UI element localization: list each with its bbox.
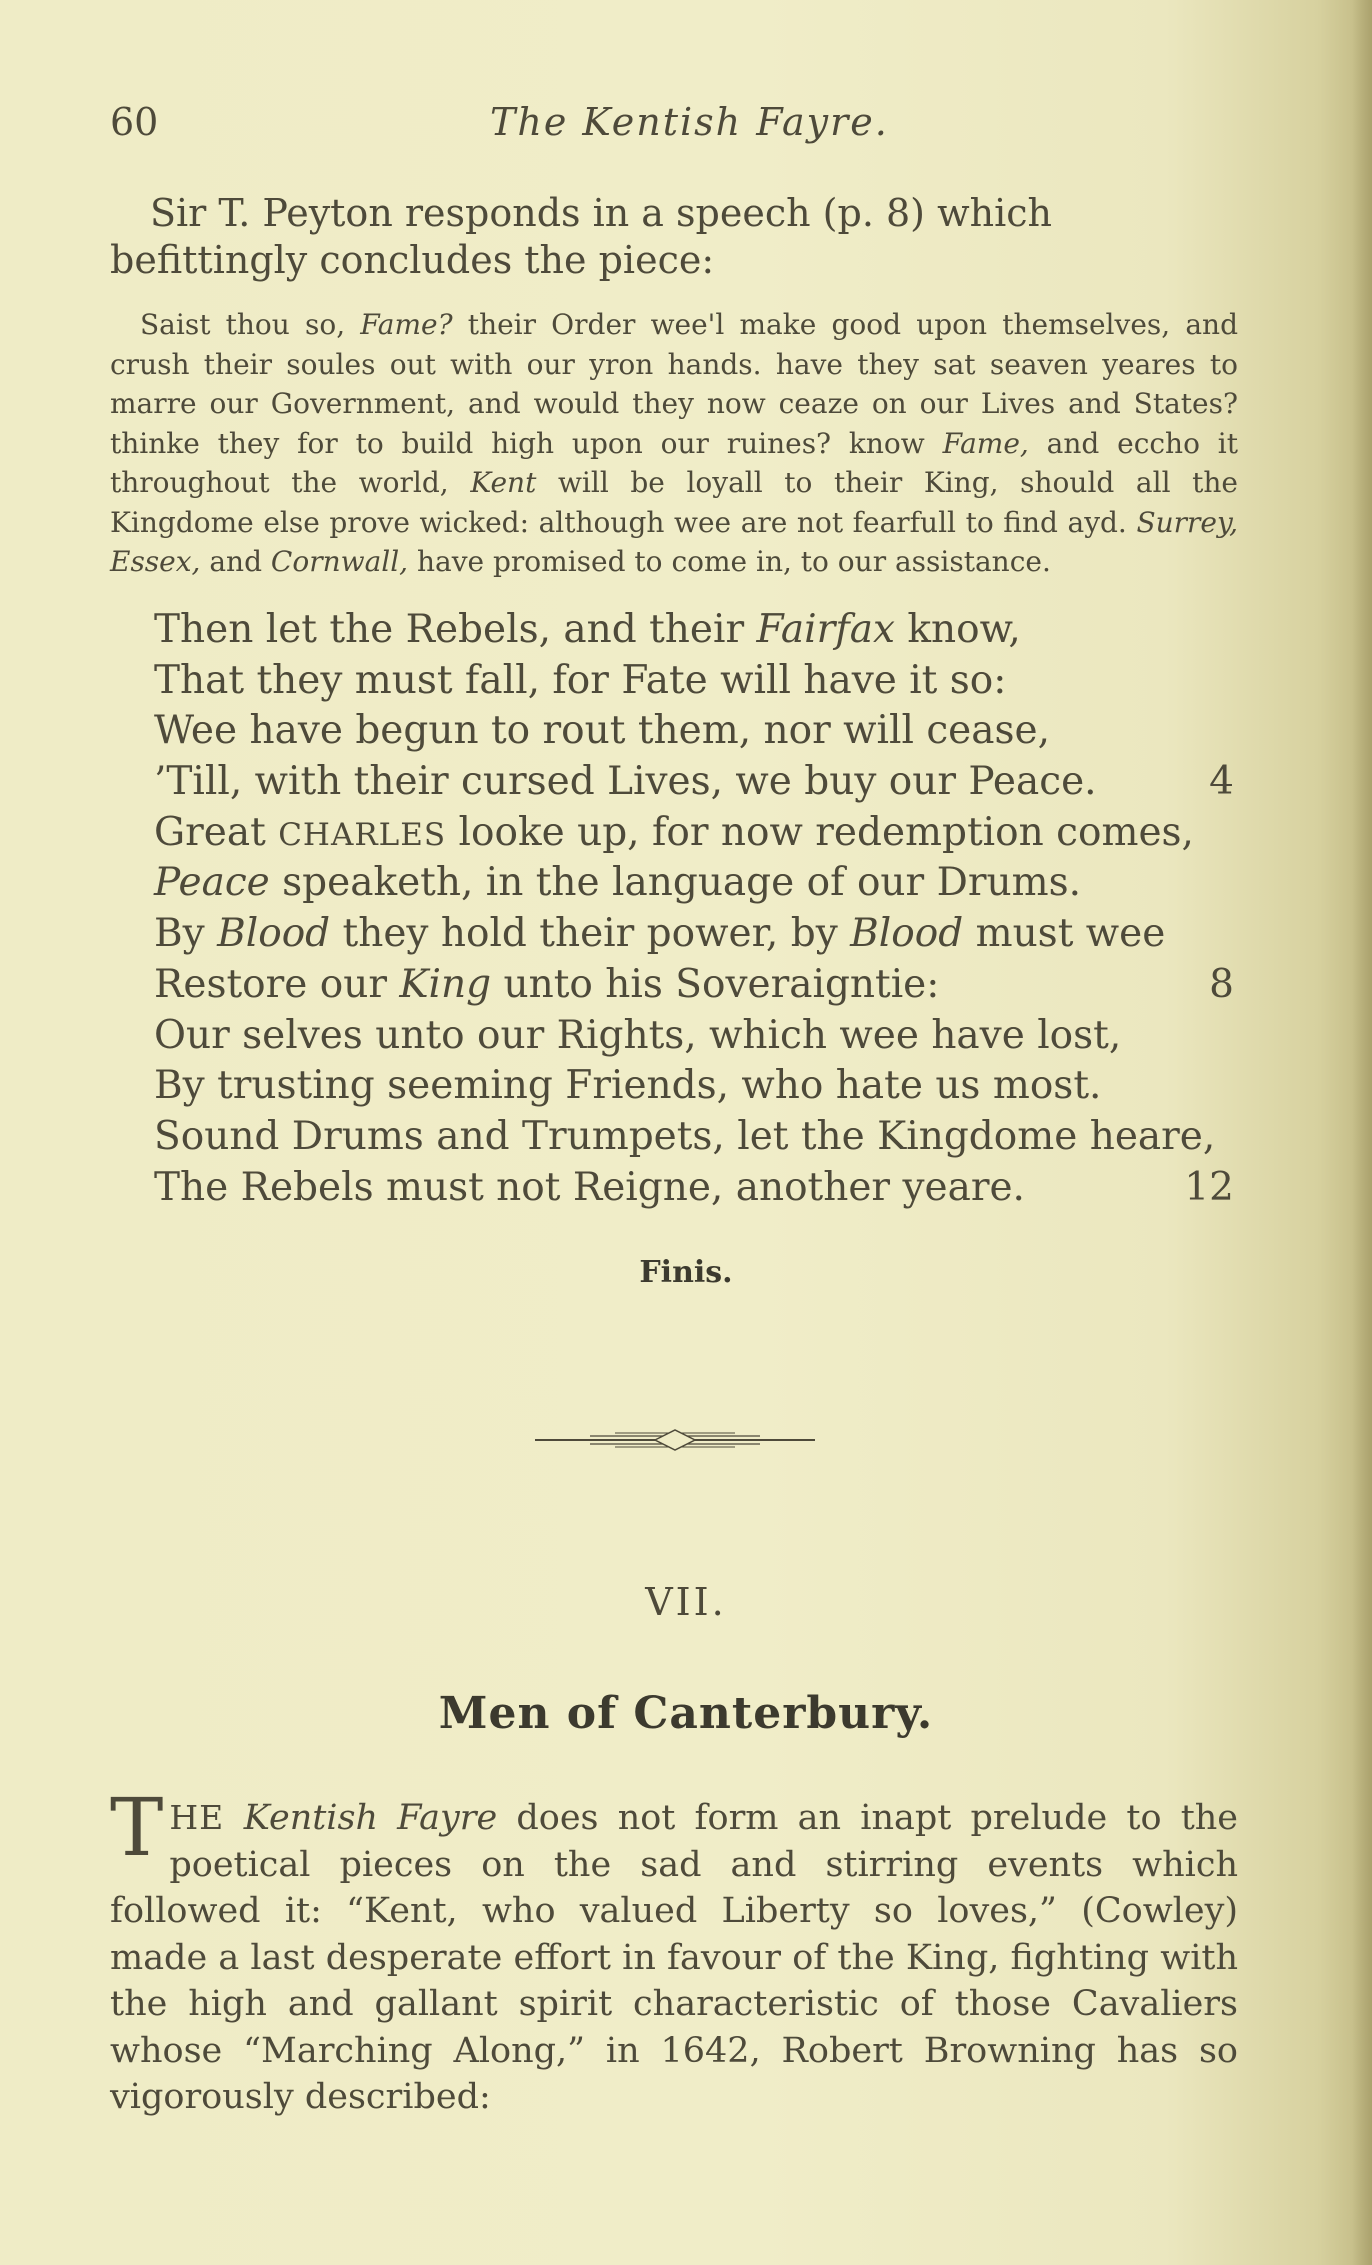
quote-italic: Fame?: [360, 308, 453, 341]
verse-text: looke up, for now redemption comes,: [446, 809, 1194, 855]
poem: [154, 605, 1234, 1213]
quote-text: have promised to come in, to our assistance.: [408, 545, 1051, 578]
verse-text: Wee have begun to rout them, nor will cease,: [154, 708, 1050, 754]
verse-text: The Rebels must not Reigne, another yeare.: [154, 1164, 1025, 1210]
verse-text: By: [154, 911, 218, 957]
poem-line: [154, 1061, 1234, 1112]
verse-text: By trusting seeming Friends, who hate us most.: [154, 1063, 1102, 1109]
line-number: 8: [1209, 961, 1234, 1007]
verse-italic: Peace: [154, 860, 270, 906]
verse-text: speaketh, in the language of our Drums.: [269, 860, 1081, 906]
verse-text: Great: [154, 809, 279, 855]
quote-text: Saist thou so,: [140, 308, 361, 341]
quote-text: and eccho it throughout the world,: [110, 426, 1238, 499]
poem-line: [154, 757, 1234, 808]
verse-small-caps: CHARLES: [278, 816, 447, 853]
quote-italic: Fame,: [942, 426, 1029, 460]
poem-line: [154, 1163, 1234, 1214]
section-title: Men of Canterbury.: [438, 1688, 934, 1739]
poem-line: [154, 706, 1234, 757]
verse-text: unto his Soveraigntie:: [491, 961, 940, 1007]
para-text: does not form an inapt prelude to the poetical pieces on the sad and stirring events which followed it: “Kent, who valued Liberty so loves,” (Cowley) made a last desperate effort in favour of the King, fighting with the high and gallant spirit characteristic of those Cavaliers whose “Marching Along,” in 1642, Robert Browning has so vigorously described:: [110, 1798, 1239, 2117]
verse-text: they hold their power, by: [330, 911, 851, 957]
ornamental-divider-icon: [535, 1425, 815, 1455]
page-edge-shadow: [1352, 0, 1372, 2265]
intro-paragraph: Sir T. Peyton responds in a speech (p. 8) which befittingly concludes the piece:: [110, 191, 1052, 282]
poem-line: [154, 656, 1234, 707]
poem-line: [154, 909, 1234, 960]
quoted-speech: [110, 305, 1238, 582]
section-number: VII.: [645, 1580, 727, 1624]
verse-italic: King: [399, 961, 492, 1007]
drop-cap: T: [110, 1781, 164, 1874]
line-number: 4: [1209, 759, 1234, 805]
poem-line: [154, 858, 1234, 909]
running-title: The Kentish Fayre.: [490, 100, 889, 144]
verse-italic: Blood: [850, 911, 964, 957]
verse-text: must wee: [963, 911, 1166, 957]
quote-italic: Surrey,: [1136, 505, 1238, 539]
verse-text: Then let the Rebels, and their: [154, 607, 757, 652]
verse-text: Sound Drums and Trumpets, let the Kingdome heare,: [154, 1113, 1216, 1159]
poem-line: [154, 808, 1234, 859]
para-text: HE: [169, 1798, 244, 1837]
para-italic: Kentish Fayre: [243, 1798, 498, 1838]
page-number: 60: [110, 100, 159, 144]
quote-text: their Order wee'l make good upon themselves, and crush their soules out with our yron hands. have they sat seaven yeares to marre our Government, and would they now ceaze on our Lives and States? thinke they for to build high upon our ruines? know: [110, 308, 1238, 460]
verse-italic: Fairfax: [756, 607, 895, 652]
verse-text: Restore our: [154, 961, 400, 1007]
quote-text: will be loyall to their King, should all the Kingdome else prove wicked: although wee are not fearfull to find ayd.: [110, 466, 1238, 539]
quote-text: and: [200, 545, 271, 578]
quote-italic: Cornwall,: [270, 545, 409, 578]
finis-mark: Finis.: [639, 1255, 733, 1290]
line-number: 12: [1184, 1164, 1234, 1210]
page-header: [110, 100, 1238, 160]
poem-line: [154, 1112, 1234, 1163]
verse-text: Our selves unto our Rights, which wee have lost,: [154, 1012, 1122, 1058]
quote-italic: Kent: [470, 466, 537, 499]
body-paragraph: [110, 1781, 1239, 2121]
quote-italic: Essex,: [110, 545, 201, 578]
poem-line: [154, 960, 1234, 1011]
verse-text: ’Till, with their cursed Lives, we buy our Peace.: [154, 759, 1097, 805]
verse-italic: Blood: [217, 911, 331, 957]
verse-text: That they must fall, for Fate will have it so:: [154, 657, 1007, 703]
verse-text: know,: [894, 607, 1021, 652]
poem-line: [154, 605, 1234, 656]
poem-line: [154, 1011, 1234, 1062]
